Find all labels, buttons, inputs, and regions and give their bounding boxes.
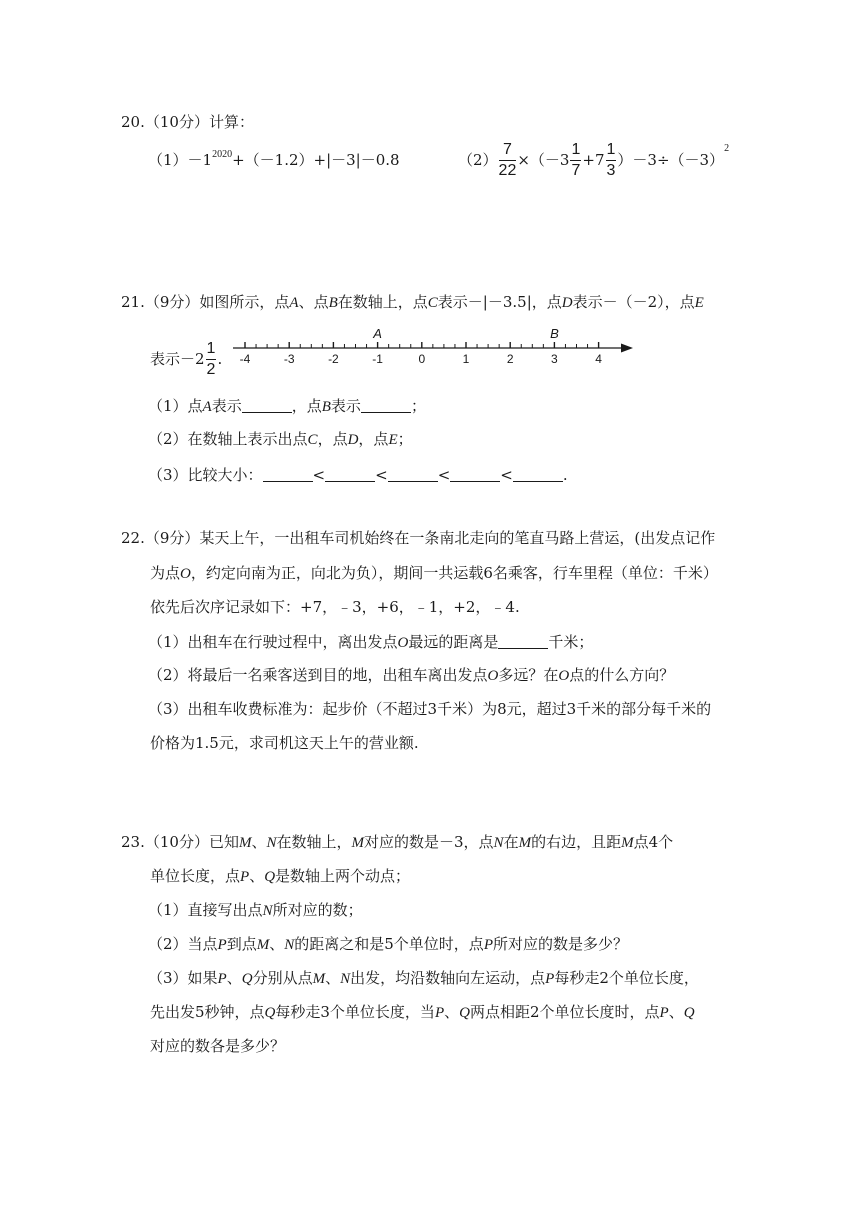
q22-stem-line3: 依先后次序记录如下：+7，﹣3，+6，﹣1，+2，﹣4. xyxy=(150,598,520,616)
q23-sub3-cont2: 对应的数各是多少？ xyxy=(150,1037,286,1055)
q20-part2: （2） $\frac{7}{22}$ ×（－3 $\frac{1}{7}$ +7 $\frac{1}{3}$ ）$-3\div(-3)^2$ xyxy=(458,141,730,179)
tick-label: 3 xyxy=(551,352,558,366)
tick-label: -4 xyxy=(239,352,251,366)
answer-blank[interactable] xyxy=(513,467,563,482)
tick-label: -1 xyxy=(372,352,383,366)
q22-sub1: （1）出租车在行驶过程中，离出发点O最远的距离是 千米； xyxy=(148,633,594,651)
tick-label: 1 xyxy=(462,352,470,366)
point-labels xyxy=(372,326,559,341)
tick-label: 4 xyxy=(595,352,602,366)
q20-part1: $(1)-1^{2020}+(-1.2)+|-3|-0.8$ xyxy=(148,149,400,169)
q23-sub3: （3）如果P、Q分别从点M、N出发，均沿数轴向左运动，点P每秒走2个单位长度， xyxy=(148,969,699,987)
tick-label: -3 xyxy=(283,352,295,366)
q22-stem-line1: 22.（9分）某天上午，一出租车司机始终在一条南北走向的笔直马路上营运，(出发点记作 xyxy=(121,529,716,547)
q21-sub3: （3）比较大小： < < < < . xyxy=(148,466,568,484)
q23-stem-line2: 单位长度，点P、Q是数轴上两个动点； xyxy=(150,867,411,885)
q22-sub3-cont: 价格为1.5元，求司机这天上午的营业额. xyxy=(150,734,419,752)
q21-sub1: （1）点A表示 ，点B表示 ； xyxy=(148,397,426,415)
answer-blank[interactable] xyxy=(325,467,375,482)
q22-sub2: （2）将最后一名乘客送到目的地，出租车离出发点O多远？在O点的什么方向？ xyxy=(148,666,675,684)
q21-stem-line2: 表示－2 $\frac{1}{2}$ . xyxy=(150,340,223,378)
number-line xyxy=(230,322,640,368)
tick-label: 2 xyxy=(506,352,514,366)
answer-blank[interactable] xyxy=(242,398,292,413)
q21-stem: 21.（9分）如图所示，点A、点B在数轴上，点C表示－|－3.5|，点D表示－（－2），点E xyxy=(121,293,704,311)
q22-sub3: （3）出租车收费标准为：起步价（不超过3千米）为8元，超过3千米的部分每千米的 xyxy=(148,700,712,718)
tick-label: 0 xyxy=(418,352,426,366)
fraction-1-2: $\frac{1}{2}$ xyxy=(206,340,216,378)
tick-label: -2 xyxy=(328,352,339,366)
q23-sub3-cont: 先出发5秒钟，点Q每秒走3个单位长度，当P、Q两点相距2个单位长度时，点P、Q xyxy=(150,1003,695,1021)
q23-sub1: （1）直接写出点N所对应的数； xyxy=(148,901,363,919)
major-ticks xyxy=(240,342,603,366)
point-label: A xyxy=(373,326,382,341)
answer-blank[interactable] xyxy=(498,634,548,649)
arrow-right-icon xyxy=(621,344,633,353)
q21-sub2: （2）在数轴上表示出点C，点D，点E； xyxy=(148,430,413,448)
answer-blank[interactable] xyxy=(388,467,438,482)
q23-sub2: （2）当点P到点M、N的距离之和是5个单位时，点P所对应的数是多少？ xyxy=(148,935,628,953)
q23-stem-line1: 23.（10分）已知M、N在数轴上，M对应的数是－3，点N在M的右边，且距M点4个 xyxy=(121,833,674,851)
fraction-1-3: $\frac{1}{3}$ xyxy=(606,141,616,179)
fraction-7-22: $\frac{7}{22}$ xyxy=(498,141,517,179)
fraction-1-7: $\frac{1}{7}$ xyxy=(571,141,581,179)
point-label: B xyxy=(550,326,559,341)
answer-blank[interactable] xyxy=(450,467,500,482)
q22-stem-line2: 为点O，约定向南为正，向北为负），期间一共运载6名乘客，行车里程（单位：千米） xyxy=(150,564,718,582)
answer-blank[interactable] xyxy=(263,467,313,482)
answer-blank[interactable] xyxy=(361,398,411,413)
q20-stem: 20.（10分）计算： xyxy=(121,113,254,131)
